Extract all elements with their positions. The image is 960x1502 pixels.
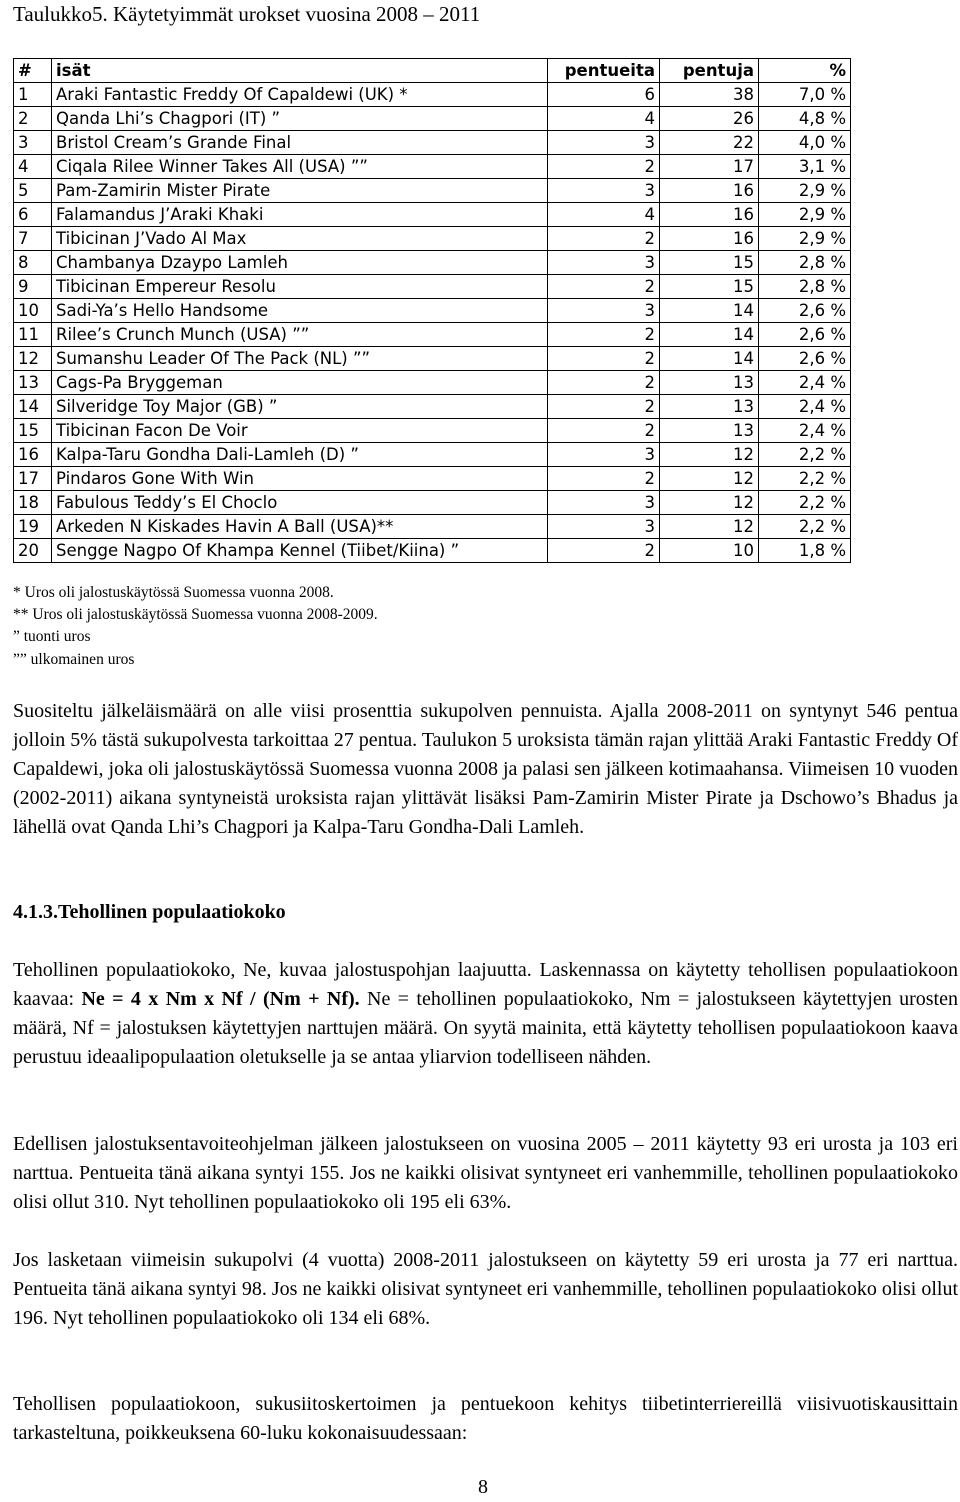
cell-number: 1 — [14, 83, 52, 107]
header-litters: pentueita — [548, 59, 660, 83]
cell-litters: 2 — [548, 419, 660, 443]
cell-percent: 2,4 % — [759, 419, 851, 443]
paragraph-2008-2011: Jos lasketaan viimeisin sukupolvi (4 vuotta) 2008-2011 jalostukseen on käytetty 59 eri urosta ja 77 eri narttua. Pentueita tänä aikana syntyi 98. Jos ne kaikki olisivat syntyneet eri vanhemmille, tehollinen populaatiokoko olisi ollut 196. Nyt tehollinen populaatiokoko oli 134 eli 68%. — [13, 1249, 958, 1329]
cell-litters: 2 — [548, 395, 660, 419]
paragraph2-before: Tehollinen populaatiokoko, Ne, kuvaa jalostuspohjan laajuutta. Laskennassa on käytetty tehollisen populaatiokoon kaavaa: — [13, 959, 958, 1010]
table-row — [14, 299, 851, 323]
header-number: # — [14, 59, 52, 83]
cell-number: 13 — [14, 371, 52, 395]
cell-puppies: 13 — [660, 371, 759, 395]
footnote-4: ”” ulkomainen uros — [13, 651, 135, 668]
section-heading: 4.1.3.Tehollinen populaatiokoko — [13, 901, 286, 923]
cell-number: 4 — [14, 155, 52, 179]
cell-number: 17 — [14, 467, 52, 491]
table-body — [14, 83, 851, 563]
table-row — [14, 467, 851, 491]
cell-litters: 3 — [548, 515, 660, 539]
cell-litters: 6 — [548, 83, 660, 107]
cell-litters: 2 — [548, 155, 660, 179]
table-row — [14, 491, 851, 515]
cell-sire: Arkeden N Kiskades Havin A Ball (USA)** — [52, 515, 548, 539]
cell-litters: 2 — [548, 539, 660, 563]
cell-percent: 2,6 % — [759, 299, 851, 323]
cell-puppies: 10 — [660, 539, 759, 563]
cell-percent: 2,2 % — [759, 467, 851, 491]
cell-sire: Sumanshu Leader Of The Pack (NL) ”” — [52, 347, 548, 371]
cell-sire: Rilee’s Crunch Munch (USA) ”” — [52, 323, 548, 347]
footnote-1: * Uros oli jalostuskäytössä Suomessa vuonna 2008. — [13, 584, 334, 601]
table-row — [14, 131, 851, 155]
cell-percent: 2,4 % — [759, 395, 851, 419]
cell-sire: Fabulous Teddy’s El Choclo — [52, 491, 548, 515]
cell-percent: 7,0 % — [759, 83, 851, 107]
cell-litters: 3 — [548, 491, 660, 515]
cell-sire: Kalpa-Taru Gondha Dali-Lamleh (D) ” — [52, 443, 548, 467]
cell-number: 9 — [14, 275, 52, 299]
cell-puppies: 12 — [660, 515, 759, 539]
cell-sire: Cags-Pa Bryggeman — [52, 371, 548, 395]
formula: Ne = 4 x Nm x Nf / (Nm + Nf). — [81, 988, 360, 1010]
cell-sire: Sengge Nagpo Of Khampa Kennel (Tiibet/Kiina) ” — [52, 539, 548, 563]
cell-percent: 2,9 % — [759, 179, 851, 203]
cell-sire: Tibicinan Empereur Resolu — [52, 275, 548, 299]
table-row — [14, 539, 851, 563]
table-row — [14, 155, 851, 179]
cell-litters: 4 — [548, 107, 660, 131]
table-row — [14, 83, 851, 107]
cell-number: 15 — [14, 419, 52, 443]
cell-percent: 3,1 % — [759, 155, 851, 179]
cell-number: 14 — [14, 395, 52, 419]
table-row — [14, 203, 851, 227]
cell-puppies: 13 — [660, 395, 759, 419]
cell-sire: Ciqala Rilee Winner Takes All (USA) ”” — [52, 155, 548, 179]
table-row — [14, 227, 851, 251]
cell-number: 2 — [14, 107, 52, 131]
cell-litters: 3 — [548, 299, 660, 323]
cell-puppies: 26 — [660, 107, 759, 131]
table-row — [14, 347, 851, 371]
cell-percent: 2,6 % — [759, 323, 851, 347]
cell-percent: 2,6 % — [759, 347, 851, 371]
cell-percent: 2,2 % — [759, 443, 851, 467]
cell-litters: 2 — [548, 371, 660, 395]
table-row — [14, 515, 851, 539]
cell-sire: Pindaros Gone With Win — [52, 467, 548, 491]
cell-percent: 2,8 % — [759, 251, 851, 275]
cell-litters: 3 — [548, 251, 660, 275]
cell-number: 19 — [14, 515, 52, 539]
paragraph2-after: Ne = tehollinen populaatiokoko, Nm = jalostukseen käytettyjen urosten määrä, Nf = jalostuksen käytettyjen narttujen määrä. On syytä mainita, että käytetty tehollisen populaatiokoon kaava perustuu ideaalipopulaation oletukselle ja se antaa yliarvion todelliseen nähden. — [13, 988, 958, 1068]
paragraph-development: Tehollisen populaatiokoon, sukusiitoskertoimen ja pentuekoon kehitys tiibetinterriereillä viisivuotiskausittain tarkasteltuna, poikkeuksena 60-luku kokonaisuudessaan: — [13, 1393, 958, 1444]
cell-percent: 4,0 % — [759, 131, 851, 155]
cell-sire: Tibicinan Facon De Voir — [52, 419, 548, 443]
cell-number: 12 — [14, 347, 52, 371]
cell-litters: 4 — [548, 203, 660, 227]
cell-number: 7 — [14, 227, 52, 251]
cell-sire: Sadi-Ya’s Hello Handsome — [52, 299, 548, 323]
table-row — [14, 275, 851, 299]
header-puppies: pentuja — [660, 59, 759, 83]
cell-number: 18 — [14, 491, 52, 515]
cell-percent: 1,8 % — [759, 539, 851, 563]
cell-number: 11 — [14, 323, 52, 347]
cell-puppies: 12 — [660, 491, 759, 515]
cell-sire: Bristol Cream’s Grande Final — [52, 131, 548, 155]
cell-sire: Tibicinan J’Vado Al Max — [52, 227, 548, 251]
cell-sire: Silveridge Toy Major (GB) ” — [52, 395, 548, 419]
footnote-2: ** Uros oli jalostuskäytössä Suomessa vuonna 2008-2009. — [13, 606, 378, 623]
cell-percent: 2,2 % — [759, 515, 851, 539]
cell-number: 20 — [14, 539, 52, 563]
cell-number: 5 — [14, 179, 52, 203]
cell-litters: 3 — [548, 179, 660, 203]
table-row — [14, 371, 851, 395]
cell-puppies: 16 — [660, 179, 759, 203]
cell-puppies: 12 — [660, 467, 759, 491]
table-row — [14, 443, 851, 467]
cell-puppies: 12 — [660, 443, 759, 467]
table-row — [14, 419, 851, 443]
cell-puppies: 14 — [660, 347, 759, 371]
paragraph-effective-population — [13, 956, 958, 1072]
cell-number: 16 — [14, 443, 52, 467]
table-row — [14, 251, 851, 275]
table-header-row — [14, 59, 851, 83]
table-caption: Taulukko5. Käytetyimmät urokset vuosina 2008 – 2011 — [13, 2, 481, 26]
cell-puppies: 15 — [660, 251, 759, 275]
cell-litters: 3 — [548, 131, 660, 155]
cell-sire: Araki Fantastic Freddy Of Capaldewi (UK) * — [52, 83, 548, 107]
page-number: 8 — [478, 1476, 488, 1498]
cell-litters: 2 — [548, 467, 660, 491]
cell-percent: 2,2 % — [759, 491, 851, 515]
cell-puppies: 15 — [660, 275, 759, 299]
cell-percent: 2,4 % — [759, 371, 851, 395]
cell-litters: 2 — [548, 275, 660, 299]
cell-puppies: 17 — [660, 155, 759, 179]
cell-sire: Qanda Lhi’s Chagpori (IT) ” — [52, 107, 548, 131]
table-row — [14, 323, 851, 347]
sires-table-container — [13, 58, 850, 563]
cell-percent: 2,9 % — [759, 227, 851, 251]
cell-puppies: 14 — [660, 323, 759, 347]
cell-number: 3 — [14, 131, 52, 155]
cell-puppies: 16 — [660, 203, 759, 227]
cell-puppies: 14 — [660, 299, 759, 323]
cell-percent: 2,9 % — [759, 203, 851, 227]
cell-number: 10 — [14, 299, 52, 323]
cell-sire: Falamandus J’Araki Khaki — [52, 203, 548, 227]
cell-litters: 3 — [548, 443, 660, 467]
cell-litters: 2 — [548, 227, 660, 251]
paragraph-recommended-offspring: Suositeltu jälkeläismäärä on alle viisi prosenttia sukupolven pennuista. Ajalla 2008-2011 on syntynyt 546 pentua jolloin 5% tästä sukupolvesta tarkoittaa 27 pentua. Taulukon 5 uroksista tämän rajan ylittää Araki Fantastic Freddy Of Capaldewi, joka oli jalostuskäytössä Suomessa vuonna 2008 ja palasi sen jälkeen kotimaahansa. Viimeisen 10 vuoden (2002-2011) aikana syntyneistä uroksista rajan ylittävät lisäksi Pam-Zamirin Mister Pirate ja Dschowo’s Bhadus ja lähellä ovat Qanda Lhi’s Chagpori ja Kalpa-Taru Gondha-Dali Lamleh. — [13, 700, 958, 838]
table-row — [14, 395, 851, 419]
cell-puppies: 22 — [660, 131, 759, 155]
cell-percent: 4,8 % — [759, 107, 851, 131]
cell-puppies: 38 — [660, 83, 759, 107]
header-sire: isät — [52, 59, 548, 83]
table-row — [14, 179, 851, 203]
footnote-3: ” tuonti uros — [13, 628, 91, 645]
cell-puppies: 16 — [660, 227, 759, 251]
cell-percent: 2,8 % — [759, 275, 851, 299]
paragraph-2005-2011: Edellisen jalostuksentavoiteohjelman jälkeen jalostukseen on vuosina 2005 – 2011 käytetty 93 eri urosta ja 103 eri narttua. Pentueita tänä aikana syntyi 155. Jos ne kaikki olisivat syntyneet eri vanhemmille, tehollinen populaatiokoko olisi ollut 310. Nyt tehollinen populaatiokoko oli 195 eli 63%. — [13, 1133, 958, 1213]
cell-litters: 2 — [548, 323, 660, 347]
header-percent: % — [759, 59, 851, 83]
cell-number: 6 — [14, 203, 52, 227]
cell-sire: Chambanya Dzaypo Lamleh — [52, 251, 548, 275]
cell-puppies: 13 — [660, 419, 759, 443]
cell-sire: Pam-Zamirin Mister Pirate — [52, 179, 548, 203]
sires-table — [13, 58, 851, 563]
cell-litters: 2 — [548, 347, 660, 371]
table-row — [14, 107, 851, 131]
cell-number: 8 — [14, 251, 52, 275]
